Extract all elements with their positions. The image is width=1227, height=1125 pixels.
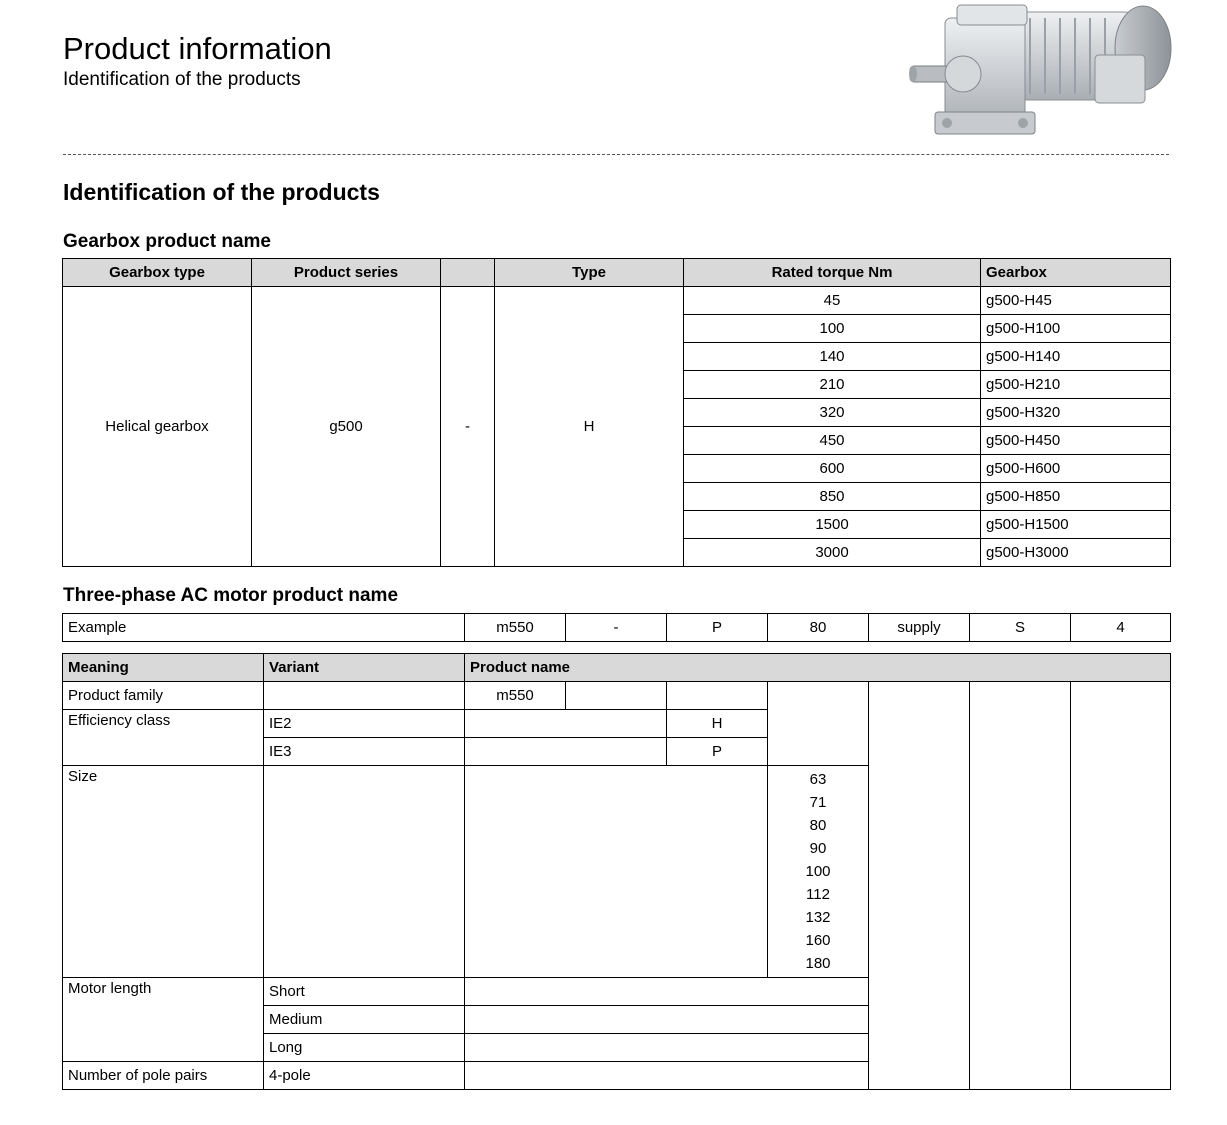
torque-cell: 600 bbox=[684, 455, 981, 483]
gearbox-table bbox=[62, 258, 1171, 567]
gearbox-cell: g500-H450 bbox=[981, 427, 1171, 455]
empty-cell bbox=[465, 978, 970, 1006]
column-header: Gearbox bbox=[981, 259, 1171, 287]
table-row bbox=[63, 1062, 1171, 1090]
table-row bbox=[63, 287, 1171, 315]
section-divider bbox=[63, 154, 1169, 155]
meaning-cell: Motor length bbox=[63, 978, 264, 1062]
page-subtitle: Identification of the products bbox=[63, 69, 301, 90]
gearbox-cell: g500-H3000 bbox=[981, 539, 1171, 567]
separator-cell: - bbox=[441, 287, 495, 567]
meaning-cell: Product family bbox=[63, 682, 264, 710]
gearbox-heading: Gearbox product name bbox=[63, 231, 271, 252]
gearbox-cell: g500-H320 bbox=[981, 399, 1171, 427]
section-title: Identification of the products bbox=[63, 179, 380, 205]
torque-cell: 1500 bbox=[684, 511, 981, 539]
column-header bbox=[441, 259, 495, 287]
meaning-cell: Number of pole pairs bbox=[63, 1062, 264, 1090]
gearbox-cell: g500-H140 bbox=[981, 343, 1171, 371]
torque-cell: 140 bbox=[684, 343, 981, 371]
variant-cell: Long bbox=[264, 1034, 465, 1062]
example-efficiency: P bbox=[667, 614, 768, 642]
size-value: 63 bbox=[809, 771, 827, 788]
variant-cell: IE2 bbox=[264, 710, 465, 738]
table-row bbox=[63, 614, 1171, 642]
table-header-row bbox=[63, 259, 1171, 287]
product-series-cell: g500 bbox=[252, 287, 441, 567]
gearbox-type-cell: Helical gearbox bbox=[63, 287, 252, 567]
family-code-cell: m550 bbox=[465, 682, 566, 710]
table-header-row bbox=[63, 654, 1171, 682]
torque-cell: 100 bbox=[684, 315, 981, 343]
empty-cell bbox=[970, 682, 1071, 1090]
example-label: Example bbox=[63, 614, 465, 642]
gearmotor-illustration-icon bbox=[905, 0, 1173, 152]
size-value: 80 bbox=[809, 817, 827, 834]
example-size: 80 bbox=[768, 614, 869, 642]
empty-cell bbox=[465, 1006, 970, 1034]
size-value: 71 bbox=[809, 794, 827, 811]
meaning-cell: Size bbox=[63, 766, 264, 978]
empty-cell bbox=[465, 710, 667, 738]
empty-cell bbox=[465, 1062, 1071, 1090]
gearbox-cell: g500-H1500 bbox=[981, 511, 1171, 539]
torque-cell: 45 bbox=[684, 287, 981, 315]
example-length: S bbox=[970, 614, 1071, 642]
example-poles: 4 bbox=[1071, 614, 1171, 642]
empty-cell bbox=[768, 682, 869, 766]
efficiency-code-cell: H bbox=[667, 710, 768, 738]
column-header: Variant bbox=[264, 654, 465, 682]
gearbox-cell: g500-H45 bbox=[981, 287, 1171, 315]
empty-cell bbox=[667, 682, 768, 710]
column-header: Meaning bbox=[63, 654, 264, 682]
size-value: 132 bbox=[805, 909, 831, 926]
empty-cell bbox=[566, 682, 667, 710]
table-row bbox=[63, 682, 1171, 710]
size-value: 160 bbox=[805, 932, 831, 949]
page-header bbox=[63, 30, 332, 92]
meaning-cell: Efficiency class bbox=[63, 710, 264, 766]
empty-cell bbox=[1071, 682, 1171, 1090]
size-value: 100 bbox=[805, 863, 831, 880]
gearbox-cell: g500-H600 bbox=[981, 455, 1171, 483]
gearbox-cell: g500-H210 bbox=[981, 371, 1171, 399]
column-header: Product name bbox=[465, 654, 1171, 682]
empty-cell bbox=[465, 766, 768, 978]
motor-meaning-table bbox=[62, 653, 1171, 1090]
size-values-cell bbox=[768, 766, 869, 978]
size-value: 180 bbox=[805, 955, 831, 972]
torque-cell: 210 bbox=[684, 371, 981, 399]
variant-cell: Short bbox=[264, 978, 465, 1006]
size-value: 112 bbox=[806, 886, 830, 903]
page-title: Product information bbox=[63, 31, 332, 66]
motor-example-table bbox=[62, 613, 1171, 642]
empty-cell bbox=[465, 1034, 970, 1062]
variant-cell: 4-pole bbox=[264, 1062, 465, 1090]
size-value: 90 bbox=[809, 840, 827, 857]
efficiency-code-cell: P bbox=[667, 738, 768, 766]
type-cell: H bbox=[495, 287, 684, 567]
motor-heading: Three-phase AC motor product name bbox=[63, 585, 399, 606]
example-supply: supply bbox=[869, 614, 970, 642]
gearbox-cell: g500-H100 bbox=[981, 315, 1171, 343]
column-header: Type bbox=[495, 259, 684, 287]
column-header: Product series bbox=[252, 259, 441, 287]
variant-cell bbox=[264, 682, 465, 710]
variant-cell bbox=[264, 766, 465, 978]
variant-cell: Medium bbox=[264, 1006, 465, 1034]
example-separator: - bbox=[566, 614, 667, 642]
torque-cell: 450 bbox=[684, 427, 981, 455]
variant-cell: IE3 bbox=[264, 738, 465, 766]
column-header: Rated torque Nm bbox=[684, 259, 981, 287]
torque-cell: 3000 bbox=[684, 539, 981, 567]
gearbox-cell: g500-H850 bbox=[981, 483, 1171, 511]
empty-cell bbox=[465, 738, 667, 766]
torque-cell: 320 bbox=[684, 399, 981, 427]
column-header: Gearbox type bbox=[63, 259, 252, 287]
torque-cell: 850 bbox=[684, 483, 981, 511]
example-family: m550 bbox=[465, 614, 566, 642]
